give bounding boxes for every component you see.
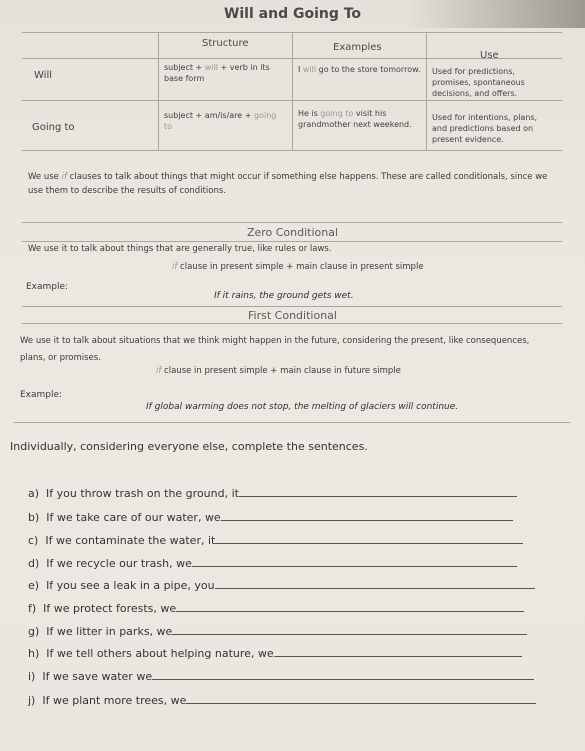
answer-blank[interactable]	[215, 577, 535, 589]
going-to-example: He is going to visit his grandmother next weekend.	[298, 109, 412, 129]
divider	[22, 222, 562, 223]
question-item: b) If we take care of our water, we	[28, 509, 513, 524]
zero-description: We use it to talk about things that are generally true, like rules or laws.	[28, 244, 332, 254]
answer-blank[interactable]	[239, 485, 517, 497]
zero-formula: if clause in present simple + main clause in present simple	[172, 262, 424, 272]
first-formula: if clause in present simple + main clause in future simple	[156, 366, 401, 376]
answer-blank[interactable]	[274, 645, 522, 657]
question-item: c) If we contaminate the water, it	[28, 532, 523, 547]
answer-blank[interactable]	[221, 509, 513, 521]
question-item: h) If we tell others about helping nature, we	[28, 645, 522, 660]
divider	[22, 306, 562, 307]
will-example: I will go to the store tomorrow.	[298, 65, 421, 74]
row-label-will: Will	[34, 70, 53, 81]
going-to-structure: subject + am/is/are + going to	[164, 111, 277, 131]
header-examples: Examples	[333, 42, 382, 53]
question-item: g) If we litter in parks, we	[28, 623, 527, 638]
question-item: f) If we protect forests, we	[28, 600, 524, 615]
first-example-label: Example:	[20, 390, 63, 400]
table-col-divider	[426, 32, 427, 150]
first-description: We use it to talk about situations that we think might happen in the future, considering the present, like consequences, plans, or promises.	[20, 336, 530, 363]
question-item: i) If we save water we	[28, 668, 534, 683]
answer-blank[interactable]	[192, 555, 517, 567]
zero-example-label: Example:	[26, 282, 69, 292]
row-label-going-to: Going to	[32, 122, 75, 133]
table-bottom-border	[22, 150, 562, 151]
question-item: e) If you see a leak in a pipe, you	[28, 577, 535, 592]
will-structure: subject + will + verb in its base form	[164, 63, 270, 83]
header-use: Use	[480, 50, 499, 61]
zero-example: If it rains, the ground gets wet.	[214, 291, 354, 301]
table-col-divider	[292, 32, 293, 150]
answer-blank[interactable]	[176, 600, 524, 612]
first-conditional-heading: First Conditional	[248, 309, 337, 322]
will-use: Used for predictions, promises, spontaneous decisions, and offers.	[432, 67, 525, 98]
first-example: If global warming does not stop, the melting of glaciers will continue.	[146, 402, 459, 412]
question-item: a) If you throw trash on the ground, it	[28, 485, 517, 500]
question-item: d) If we recycle our trash, we	[28, 555, 517, 570]
divider	[14, 422, 570, 423]
exercise-instruction: Individually, considering everyone else, complete the sentences.	[10, 440, 368, 453]
intro-paragraph: We use if clauses to talk about things that might occur if something else happens. These are called conditionals, since we use them to describe the results of conditions.	[28, 172, 548, 196]
answer-blank[interactable]	[186, 692, 536, 704]
going-to-use: Used for intentions, plans, and predictions based on present evidence.	[432, 113, 538, 144]
header-structure: Structure	[202, 38, 249, 49]
divider	[22, 323, 562, 324]
answer-blank[interactable]	[215, 532, 523, 544]
page-title: Will and Going To	[223, 6, 362, 22]
answer-blank[interactable]	[152, 668, 534, 680]
zero-conditional-heading: Zero Conditional	[246, 226, 339, 239]
question-item: j) If we plant more trees, we	[28, 692, 536, 707]
table-col-divider	[158, 32, 159, 150]
answer-blank[interactable]	[172, 623, 527, 635]
